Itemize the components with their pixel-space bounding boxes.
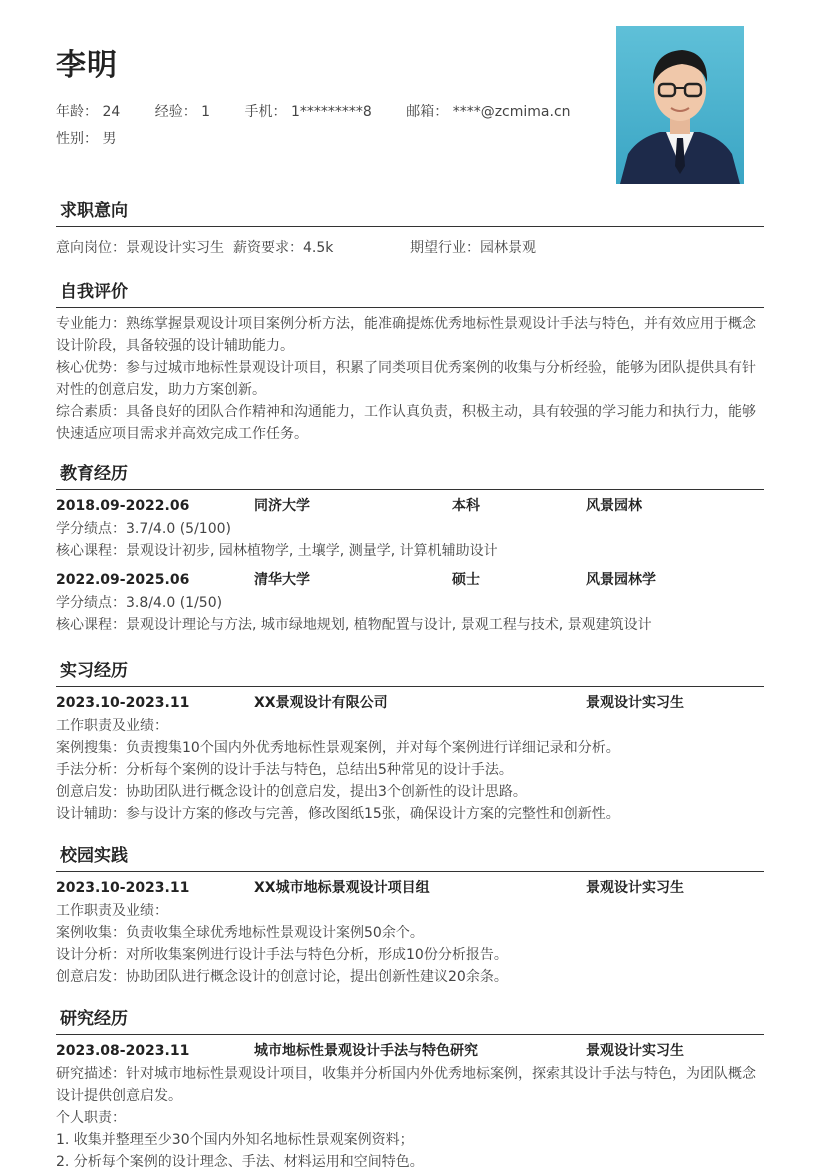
intern-line: 设计辅助：参与设计方案的修改与完善，修改图纸15张，确保设计方案的完整性和创新性。 (56, 806, 620, 822)
section-title: 教育经历 (56, 459, 764, 490)
gender: 性别： 男 (56, 131, 117, 147)
edu-period: 2022.09-2025.06 (56, 572, 190, 588)
internship-section (56, 656, 764, 825)
edu-courses: 核心课程：景观设计初步, 园林植物学, 土壤学, 测量学, 计算机辅助设计 (56, 543, 498, 559)
gender-row (56, 128, 146, 148)
edu-degree: 硕士 (452, 572, 480, 588)
phone: 手机： 1*********8 (244, 104, 372, 120)
basic-info-row (56, 101, 601, 121)
edu-major: 风景园林学 (586, 572, 656, 588)
research-period: 2023.08-2023.11 (56, 1043, 190, 1059)
email: 邮箱： ****@zcmima.cn (406, 104, 571, 120)
campus-org: XX城市地标景观设计项目组 (254, 880, 430, 896)
internship-entry-header (56, 691, 764, 715)
candidate-name: 李明 (56, 48, 118, 83)
self-evaluation-section (56, 277, 764, 445)
research-role: 景观设计实习生 (586, 1043, 684, 1059)
intern-line: 创意启发：协助团队进行概念设计的创意启发，提出3个创新性的设计思路。 (56, 784, 527, 800)
campus-practice-section (56, 841, 764, 988)
campus-line: 设计分析：对所收集案例进行设计手法与特色分析，形成10份分析报告。 (56, 947, 508, 963)
age: 年龄： 24 (56, 104, 121, 120)
edu-degree: 本科 (452, 498, 480, 514)
intern-company: XX景观设计有限公司 (254, 695, 388, 711)
edu-gpa: 学分绩点：3.8/4.0 (1/50) (56, 595, 223, 611)
research-section (56, 1004, 764, 1173)
education-section (56, 459, 764, 636)
person-portrait-icon (616, 26, 744, 184)
section-title: 自我评价 (56, 277, 764, 308)
job-intent-section (56, 196, 764, 259)
intent-row (56, 237, 764, 259)
intern-line: 工作职责及业绩： (56, 718, 168, 734)
campus-role: 景观设计实习生 (586, 880, 684, 896)
edu-gpa: 学分绩点：3.7/4.0 (5/100) (56, 521, 231, 537)
research-topic: 城市地标性景观设计手法与特色研究 (254, 1043, 478, 1059)
edu-major: 风景园林 (586, 498, 642, 514)
education-entry-header (56, 494, 764, 518)
edu-school: 同济大学 (254, 498, 310, 514)
section-title: 实习经历 (56, 656, 764, 687)
campus-line: 案例收集：负责收集全球优秀地标性景观设计案例50余个。 (56, 925, 424, 941)
edu-period: 2018.09-2022.06 (56, 498, 190, 514)
intent-salary: 薪资要求：4.5k (233, 240, 334, 256)
self-eval-paragraph: 综合素质：具备良好的团队合作精神和沟通能力，工作认真负责，积极主动，具有较强的学习能力和执行力，能够快速适应项目需求并高效完成工作任务。 (56, 404, 756, 442)
intern-period: 2023.10-2023.11 (56, 695, 190, 711)
education-entry-header (56, 568, 764, 592)
edu-school: 清华大学 (254, 572, 310, 588)
self-eval-paragraph: 核心优势：参与过城市地标性景观设计项目，积累了同类项目优秀案例的收集与分析经验，能够为团队提供具有针对性的创意启发，助力方案创新。 (56, 360, 756, 398)
campus-line: 创意启发：协助团队进行概念设计的创意讨论，提出创新性建议20余条。 (56, 969, 508, 985)
self-eval-paragraph: 专业能力：熟练掌握景观设计项目案例分析方法，能准确提炼优秀地标性景观设计手法与特色，并有效应用于概念设计阶段，具备较强的设计辅助能力。 (56, 316, 756, 354)
campus-entry-header (56, 876, 764, 900)
edu-courses: 核心课程：景观设计理论与方法, 城市绿地规划, 植物配置与设计, 景观工程与技术, 景观建筑设计 (56, 617, 652, 633)
intent-industry: 期望行业：园林景观 (410, 240, 536, 256)
campus-line: 工作职责及业绩： (56, 903, 168, 919)
campus-period: 2023.10-2023.11 (56, 880, 190, 896)
intern-line: 手法分析：分析每个案例的设计手法与特色，总结出5种常见的设计手法。 (56, 762, 513, 778)
research-line: 1. 收集并整理至少30个国内外知名地标性景观案例资料； (56, 1132, 414, 1148)
intern-role: 景观设计实习生 (586, 695, 684, 711)
intent-position: 意向岗位：景观设计实习生 (56, 240, 224, 256)
section-title: 研究经历 (56, 1004, 764, 1035)
intern-line: 案例搜集：负责搜集10个国内外优秀地标性景观案例，并对每个案例进行详细记录和分析。 (56, 740, 620, 756)
section-title: 求职意向 (56, 196, 764, 227)
profile-photo (616, 26, 744, 184)
section-title: 校园实践 (56, 841, 764, 872)
research-line: 2. 分析每个案例的设计理念、手法、材料运用和空间特色。 (56, 1154, 424, 1170)
research-line: 个人职责： (56, 1110, 126, 1126)
research-line: 研究描述：针对城市地标性景观设计项目，收集并分析国内外优秀地标案例，探索其设计手法与特色，为团队概念设计提供创意启发。 (56, 1066, 756, 1104)
experience: 经验： 1 (154, 104, 211, 120)
research-entry-header (56, 1039, 764, 1063)
